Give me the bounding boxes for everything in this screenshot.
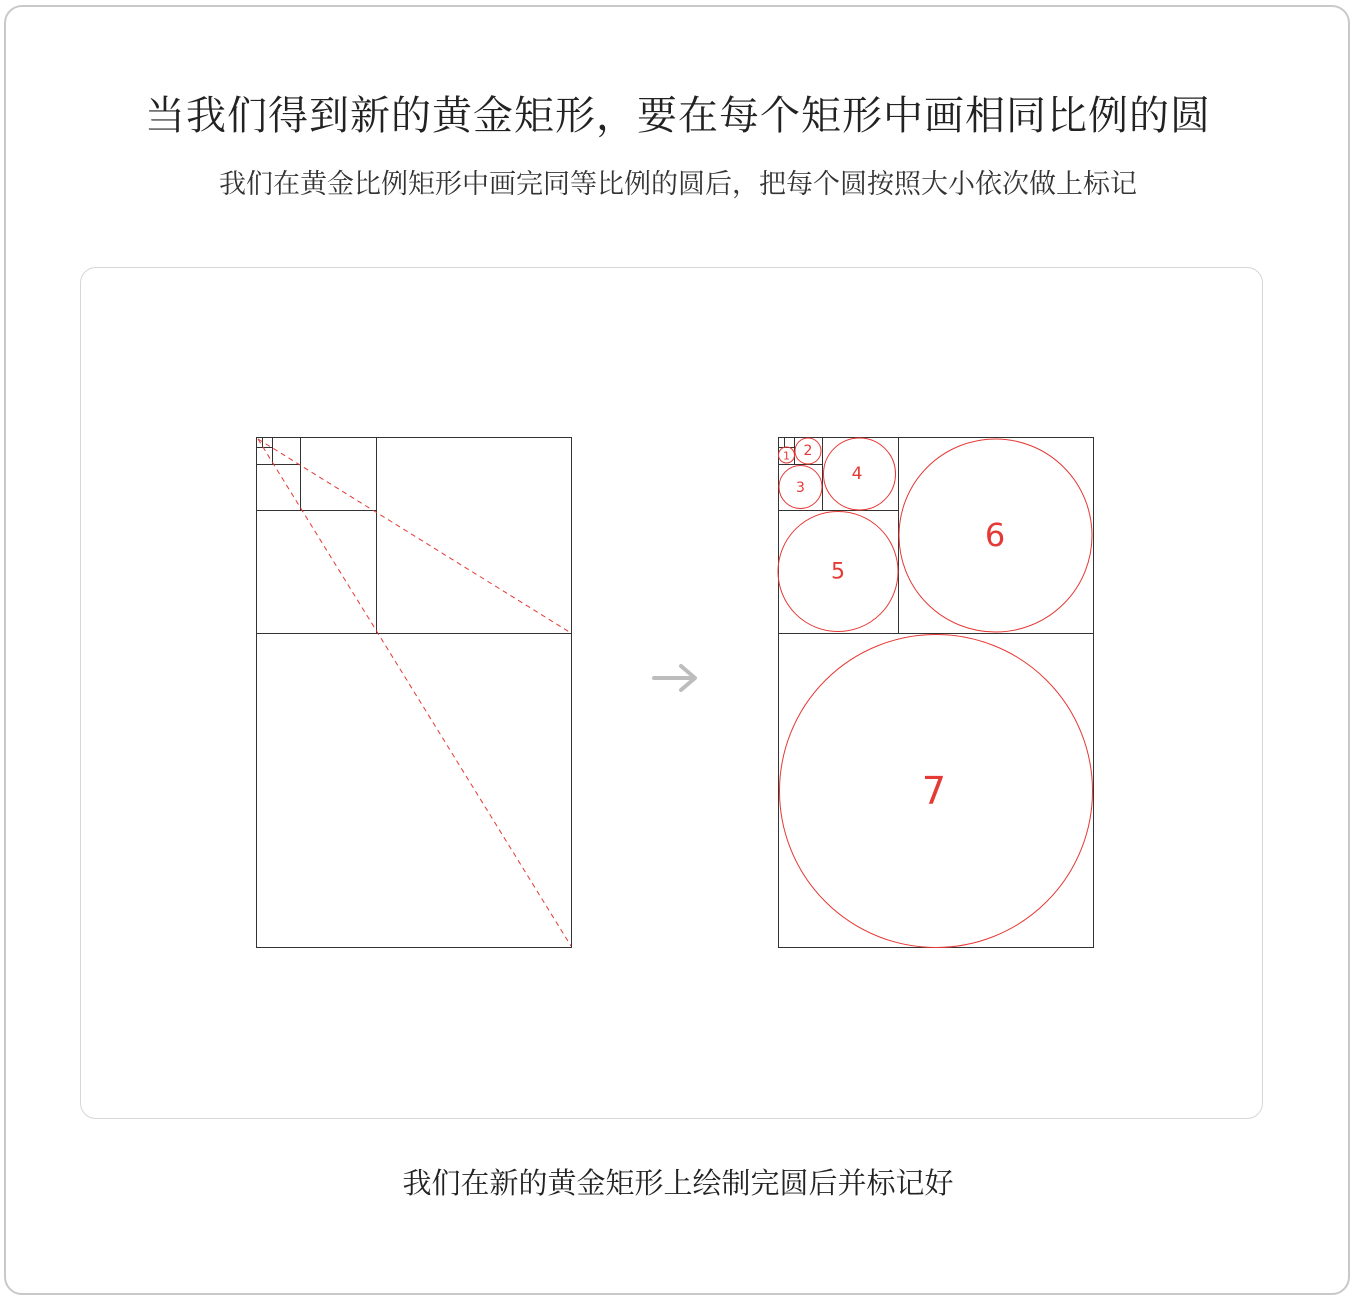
diagonal-line [258, 439, 571, 633]
circle-label-1: 1 [783, 449, 790, 463]
circle-labels [783, 443, 1005, 813]
circle-label-2: 2 [803, 443, 813, 459]
circle-label-7: 7 [921, 769, 947, 813]
construction-diagonals [258, 439, 571, 946]
circle-label-5: 5 [831, 559, 845, 585]
arrow-right-icon [654, 666, 695, 690]
inscribed-circles [778, 438, 1093, 948]
circle-label-4: 4 [851, 464, 863, 484]
page-subtitle: 我们在黄金比例矩形中画完同等比例的圆后，把每个圆按照大小依次做上标记 [219, 169, 1137, 200]
diagonal-line [258, 439, 571, 946]
right-golden-rectangle [779, 438, 1094, 948]
page-title: 当我们得到新的黄金矩形，要在每个矩形中画相同比例的圆 [145, 93, 1211, 139]
circle-label-3: 3 [796, 480, 805, 496]
right-outer-rect [779, 438, 1094, 948]
circle-label-6: 6 [984, 516, 1006, 554]
diagram-caption: 我们在新的黄金矩形上绘制完圆后并标记好 [402, 1166, 954, 1200]
